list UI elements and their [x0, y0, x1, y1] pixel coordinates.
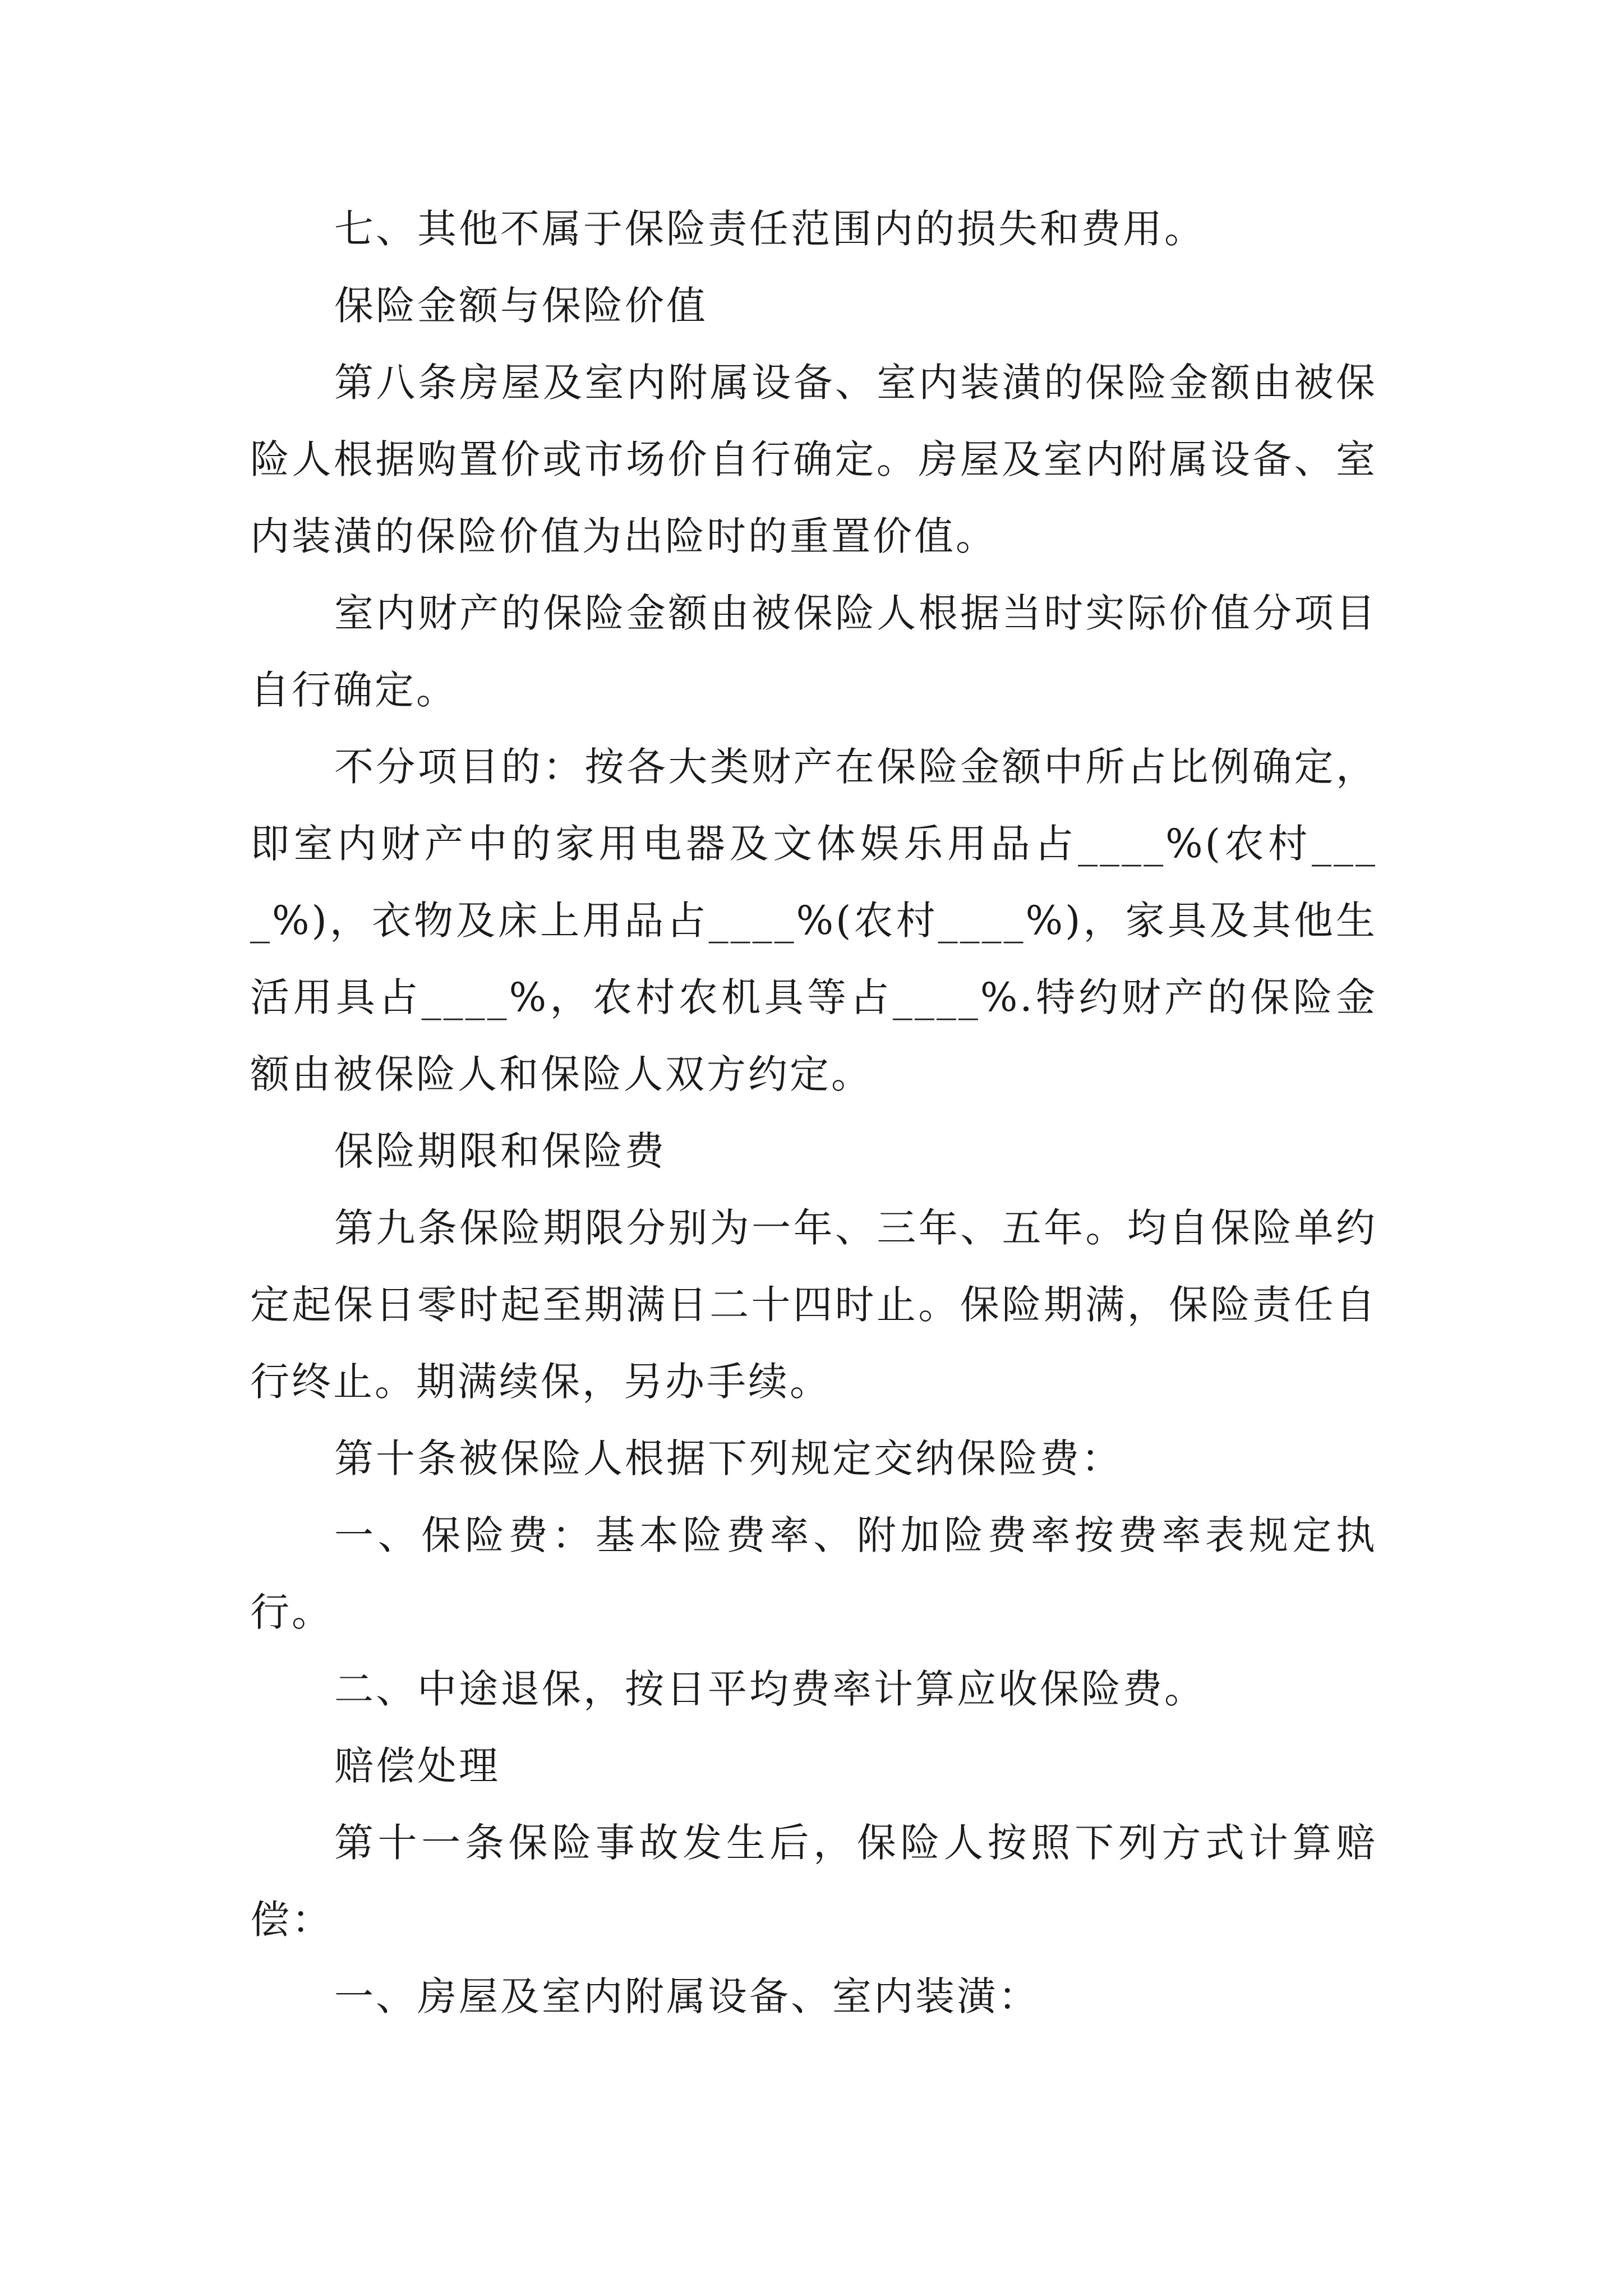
section-heading-insured-amount: 保险金额与保险价值: [334, 283, 708, 329]
section-heading-period-premium: 保险期限和保险费: [334, 1128, 666, 1174]
document-body: [250, 191, 1377, 2035]
article-eleven-item-one: 一、房屋及室内附属设备、室内装潢：: [334, 1973, 1040, 2019]
article-ten-item-one: 一、保险费：基本险费率、附加险费率按费率表规定执行。: [250, 1512, 1377, 1635]
article-ten-item-two: 二、中途退保，按日平均费率计算应收保险费。: [334, 1666, 1206, 1712]
paragraph-proportion: 不分项目的：按各大类财产在保险金额中所占比例确定，即室内财产中的家用电器及文体娱乐用品占____%(农村____%)，衣物及床上用品占____%(农村____%)，家具及其他生活用具占____%，农村农机具等占____%.特约财产的保险金额由被保险人和保险人双方约定。: [250, 744, 1377, 1097]
paragraph-item-seven: 七、其他不属于保险责任范围内的损失和费用。: [334, 206, 1206, 252]
article-nine: 第九条保险期限分别为一年、三年、五年。均自保险单约定起保日零时起至期满日二十四时止。保险期满，保险责任自行终止。期满续保，另办手续。: [250, 1205, 1377, 1405]
section-heading-compensation: 赔偿处理: [334, 1743, 500, 1789]
article-ten: 第十条被保险人根据下列规定交纳保险费：: [334, 1435, 1123, 1481]
article-eleven: 第十一条保险事故发生后，保险人按照下列方式计算赔偿：: [250, 1820, 1377, 1943]
article-eight: 第八条房屋及室内附属设备、室内装潢的保险金额由被保险人根据购置价或市场价自行确定。房屋及室内附属设备、室内装潢的保险价值为出险时的重置价值。: [250, 360, 1377, 559]
paragraph-indoor-property: 室内财产的保险金额由被保险人根据当时实际价值分项目自行确定。: [250, 590, 1377, 713]
